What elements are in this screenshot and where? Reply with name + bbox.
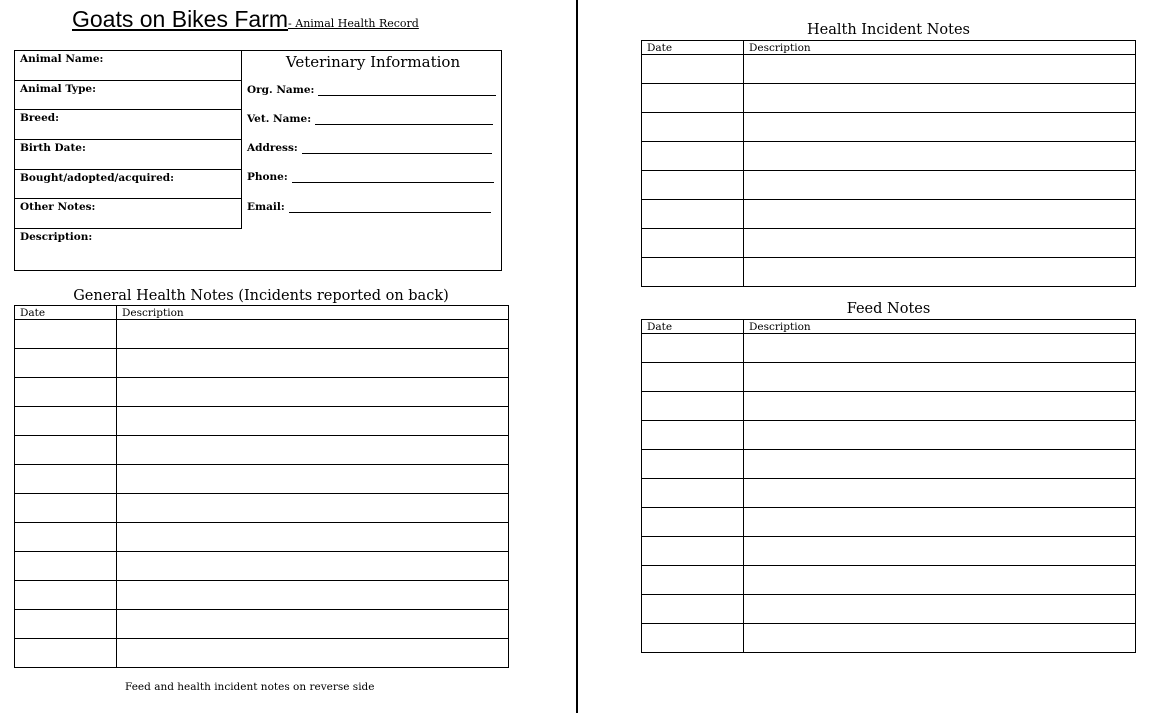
description-cell[interactable]: [744, 142, 1136, 171]
table-row: [642, 142, 1136, 171]
date-cell[interactable]: [15, 378, 117, 407]
date-cell[interactable]: [642, 258, 744, 287]
description-cell[interactable]: [744, 392, 1136, 421]
table-row: [642, 450, 1136, 479]
page-title: [72, 6, 419, 33]
date-cell[interactable]: [642, 537, 744, 566]
vet-name-field[interactable]: [247, 113, 493, 125]
date-cell[interactable]: [15, 552, 117, 581]
animal-fields: [15, 51, 242, 229]
table-row: [642, 392, 1136, 421]
record-subtitle: - Animal Health Record: [288, 17, 419, 30]
vet-org-label: Org. Name:: [247, 84, 315, 96]
date-cell[interactable]: [642, 624, 744, 653]
vet-address-label: Address:: [247, 142, 298, 154]
table-row: [642, 113, 1136, 142]
date-cell[interactable]: [15, 349, 117, 378]
vet-phone-label: Phone:: [247, 171, 288, 183]
vet-name-line[interactable]: [315, 114, 493, 125]
feed-notes-title: Feed Notes: [846, 301, 931, 317]
animal-name-field[interactable]: Animal Name:: [15, 51, 242, 81]
date-cell[interactable]: [642, 55, 744, 84]
date-cell[interactable]: [15, 523, 117, 552]
description-cell[interactable]: [744, 258, 1136, 287]
date-cell[interactable]: [642, 229, 744, 258]
table-row: [15, 349, 509, 378]
vet-address-line[interactable]: [302, 143, 492, 154]
vet-phone-line[interactable]: [292, 172, 494, 183]
description-cell[interactable]: [117, 552, 509, 581]
health-incident-table: [641, 40, 1136, 287]
description-column-header: Description: [744, 41, 1136, 55]
vet-name-label: Vet. Name:: [247, 113, 312, 125]
vet-email-line[interactable]: [289, 202, 491, 213]
description-cell[interactable]: [117, 378, 509, 407]
table-row: [15, 320, 509, 349]
description-field[interactable]: Description:: [20, 231, 93, 243]
description-cell[interactable]: [744, 229, 1136, 258]
description-cell[interactable]: [744, 508, 1136, 537]
table-row: [15, 378, 509, 407]
table-row: [642, 55, 1136, 84]
table-row: [642, 421, 1136, 450]
description-cell[interactable]: [117, 523, 509, 552]
vet-email-field[interactable]: [247, 201, 491, 213]
animal-type-field[interactable]: Animal Type:: [15, 81, 242, 111]
farm-name: Goats on Bikes Farm: [72, 6, 289, 32]
date-cell[interactable]: [642, 334, 744, 363]
description-cell[interactable]: [744, 200, 1136, 229]
description-cell[interactable]: [744, 421, 1136, 450]
date-cell[interactable]: [15, 610, 117, 639]
description-cell[interactable]: [744, 450, 1136, 479]
general-health-title: General Health Notes (Incidents reported on back): [73, 288, 449, 304]
description-column-header: Description: [744, 320, 1136, 334]
feed-notes-table: [641, 319, 1136, 653]
table-row: [642, 171, 1136, 200]
table-row: [15, 436, 509, 465]
page-divider: [576, 0, 578, 713]
date-cell[interactable]: [15, 494, 117, 523]
table-row: [642, 258, 1136, 287]
vet-email-label: Email:: [247, 201, 285, 213]
description-cell[interactable]: [744, 334, 1136, 363]
description-cell[interactable]: [744, 566, 1136, 595]
table-header-row: [642, 41, 1136, 55]
description-cell[interactable]: [744, 171, 1136, 200]
date-cell[interactable]: [642, 200, 744, 229]
reverse-side-note: Feed and health incident notes on reverse side: [125, 681, 375, 693]
vet-org-line[interactable]: [318, 85, 496, 96]
table-row: [642, 624, 1136, 653]
general-health-table: [14, 305, 509, 668]
description-cell[interactable]: [117, 581, 509, 610]
table-row: [15, 407, 509, 436]
table-row: [642, 229, 1136, 258]
date-cell[interactable]: [642, 84, 744, 113]
date-cell[interactable]: [15, 320, 117, 349]
table-row: [15, 610, 509, 639]
description-cell[interactable]: [744, 479, 1136, 508]
description-cell[interactable]: [117, 639, 509, 668]
date-cell[interactable]: [15, 581, 117, 610]
date-cell[interactable]: [642, 595, 744, 624]
birth-date-field[interactable]: Birth Date:: [15, 140, 242, 170]
acquired-field[interactable]: Bought/adopted/acquired:: [15, 170, 242, 200]
date-cell[interactable]: [642, 508, 744, 537]
description-cell[interactable]: [117, 407, 509, 436]
table-row: [642, 479, 1136, 508]
table-row: [642, 566, 1136, 595]
date-cell[interactable]: [642, 479, 744, 508]
date-cell[interactable]: [15, 436, 117, 465]
table-row: [642, 84, 1136, 113]
table-row: [15, 494, 509, 523]
date-cell[interactable]: [642, 142, 744, 171]
table-row: [15, 523, 509, 552]
description-cell[interactable]: [744, 624, 1136, 653]
table-row: [642, 595, 1136, 624]
description-column-header: Description: [117, 306, 509, 320]
table-row: [15, 552, 509, 581]
description-cell[interactable]: [744, 537, 1136, 566]
description-cell[interactable]: [744, 84, 1136, 113]
description-cell[interactable]: [744, 363, 1136, 392]
date-column-header: Date: [642, 41, 744, 55]
date-cell[interactable]: [642, 392, 744, 421]
description-cell[interactable]: [117, 320, 509, 349]
description-cell[interactable]: [117, 494, 509, 523]
table-row: [642, 200, 1136, 229]
date-cell[interactable]: [642, 421, 744, 450]
date-cell[interactable]: [642, 450, 744, 479]
description-cell[interactable]: [117, 349, 509, 378]
table-row: [15, 581, 509, 610]
table-row: [642, 363, 1136, 392]
description-cell[interactable]: [744, 113, 1136, 142]
date-cell[interactable]: [642, 113, 744, 142]
table-row: [642, 537, 1136, 566]
description-cell[interactable]: [117, 465, 509, 494]
date-cell[interactable]: [642, 363, 744, 392]
vet-address-field[interactable]: [247, 142, 492, 154]
table-row: [15, 639, 509, 668]
vet-org-field[interactable]: [247, 84, 496, 96]
breed-field[interactable]: Breed:: [15, 110, 242, 140]
table-row: [642, 508, 1136, 537]
date-column-header: Date: [642, 320, 744, 334]
date-cell[interactable]: [15, 407, 117, 436]
date-cell[interactable]: [642, 566, 744, 595]
table-row: [15, 465, 509, 494]
date-cell[interactable]: [15, 639, 117, 668]
description-cell[interactable]: [744, 595, 1136, 624]
vet-info-title: Veterinary Information: [285, 53, 461, 71]
table-row: [642, 334, 1136, 363]
table-header-row: [15, 306, 509, 320]
info-column-divider: [241, 51, 242, 229]
date-column-header: Date: [15, 306, 117, 320]
other-notes-field[interactable]: Other Notes:: [15, 199, 242, 229]
health-incident-title: Health Incident Notes: [806, 22, 970, 38]
date-cell[interactable]: [642, 171, 744, 200]
description-cell[interactable]: [744, 55, 1136, 84]
animal-info-box: [14, 50, 502, 271]
description-cell[interactable]: [117, 610, 509, 639]
description-cell[interactable]: [117, 436, 509, 465]
table-header-row: [642, 320, 1136, 334]
date-cell[interactable]: [15, 465, 117, 494]
vet-phone-field[interactable]: [247, 171, 494, 183]
